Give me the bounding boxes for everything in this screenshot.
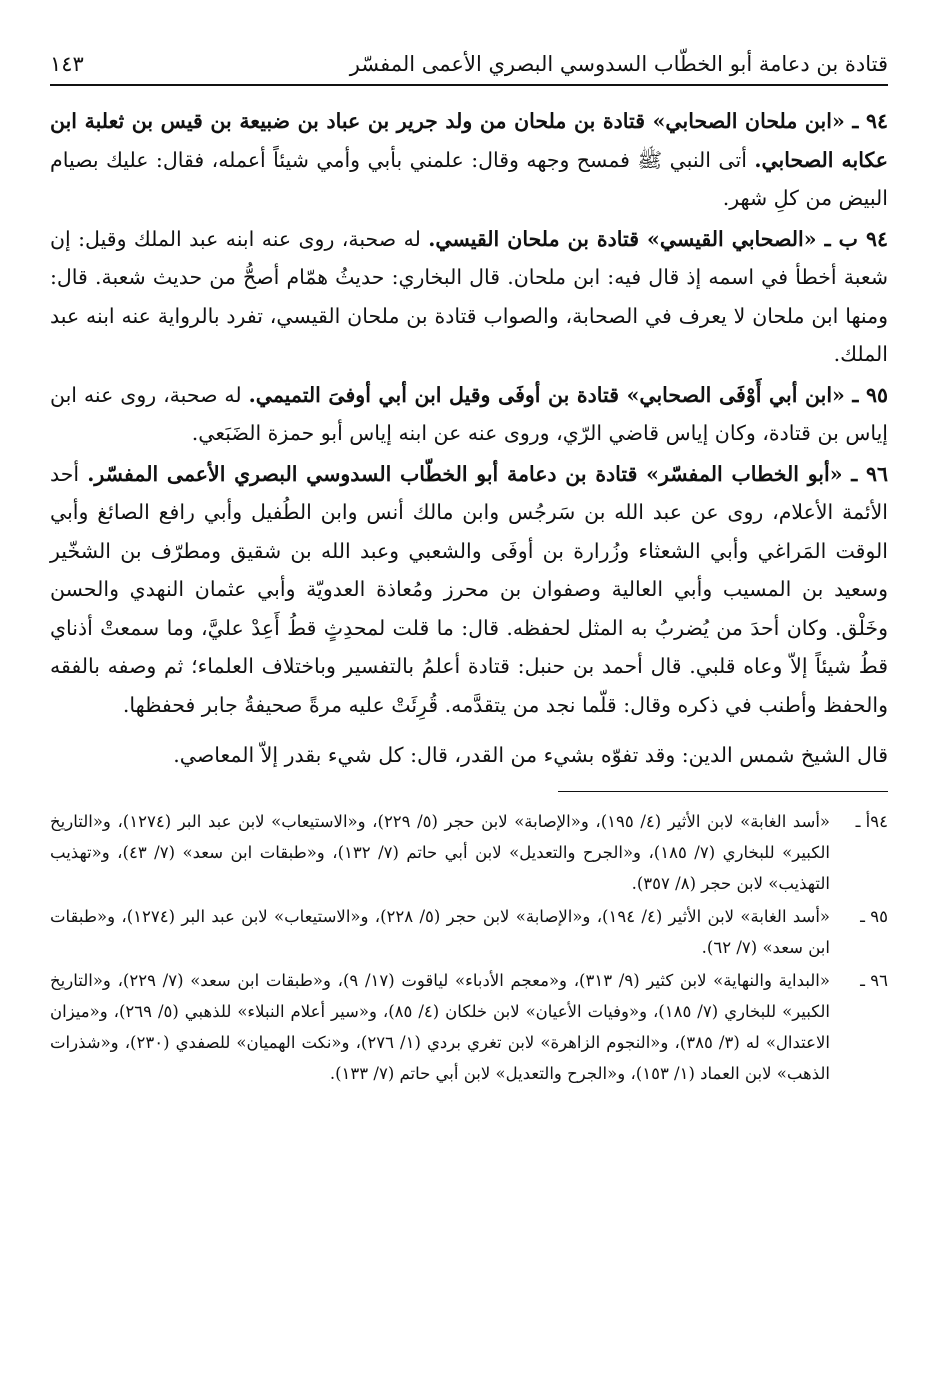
page-number: ١٤٣ <box>50 52 84 76</box>
entry-text: له صحبة، روى عنه ابنه عبد الملك وقيل: إن شعبة أخطأ في اسمه إذ قال فيه: ابن ملحان. قال البخاري: حديثُ همّام أصحُّ من حديث شعبة. قال: ومنها ابن ملحان لا يعرف في الصحابة، والصواب قتادة بن ملحان القيسي، تفرد بالرواية عنه ابنه عبد الملك. <box>50 226 888 366</box>
footnote-text: «أسد الغابة» لابن الأثير (٤/ ١٩٥)، و«الإصابة» لابن حجر (٥/ ٢٢٩)، و«الاستيعاب» لابن عبد البر (١٢٧٤)، و«التاريخ الكبير» للبخاري (٧/ ١٨٥)، و«الجرح والتعديل» لابن أبي حاتم (٧/ ١٣٢)، و«طبقات ابن سعد» (٧/ ٤٣)، و«تهذيب التهذيب» لابن حجر (٨/ ٣٥٧). <box>50 811 831 893</box>
entry-94 <box>50 102 888 218</box>
footnotes <box>50 806 888 1089</box>
entry-96 <box>50 455 888 725</box>
entry-heading: ٩٦ ـ «أبو الخطاب المفسّر» قتادة بن دعامة أبو الخطّاب السدوسي البصري الأعمى المفسّر. <box>87 461 888 486</box>
footnote-text: «أسد الغابة» لابن الأثير (٤/ ١٩٤)، و«الإصابة» لابن حجر (٥/ ٢٢٨)، و«الاستيعاب» لابن عبد البر (١٢٧٤)، و«طبقات ابن سعد» (٧/ ٦٢). <box>50 906 831 957</box>
running-header-title: قتادة بن دعامة أبو الخطّاب السدوسي البصري الأعمى المفسّر <box>349 52 888 76</box>
footnote-96 <box>50 965 888 1089</box>
footnote-label: ٩٦ ـ <box>860 970 888 990</box>
entry-heading: ٩٤ ب ـ «الصحابي القيسي» قتادة بن ملحان القيسي. <box>428 226 888 251</box>
running-header <box>50 48 888 86</box>
footnote-text: «البداية والنهاية» لابن كثير (٩/ ٣١٣)، و«معجم الأدباء» لياقوت (١٧/ ٩)، و«طبقات ابن سعد» (٧/ ٢٢٩)، و«التاريخ الكبير» للبخاري (٧/ ١٨٥)، و«وفيات الأعيان» لابن خلكان (٤/ ٨٥)، و«سير أعلام النبلاء» للذهبي (٥/ ٢٦٩)، و«ميزان الاعتدال» له (٣/ ٣٨٥)، و«النجوم الزاهرة» لابن تغري بردي (١/ ٢٧٦)، و«نكت الهميان» للصفدي (٢٣٠)، و«شذرات الذهب» لابن العماد (١/ ١٥٣)، و«الجرح والتعديل» لابن أبي حاتم (٧/ ١٣٣). <box>50 970 830 1083</box>
footnote-separator <box>558 791 888 792</box>
entry-heading: ٩٥ ـ «ابن أبي أَوْفَى الصحابي» قتادة بن أوفَى وقيل ابن أبي أوفىَ التميمي. <box>248 382 888 407</box>
closing-remark: قال الشيخ شمس الدين: وقد تفوّه بشيء من القدر، قال: كل شيء بقدر إلاّ المعاصي. <box>173 743 888 767</box>
book-page <box>50 48 888 1091</box>
entry-94b <box>50 220 888 374</box>
entry-text: أحد الأئمة الأعلام، روى عن عبد الله بن سَرجُس وابن مالك أنس وابن الطُفيل وأبي رافع الصائغ وأبي الوقت المَراغي وأبي الشعثاء وزُرارة بن أوفَى والشعبي وعبد الله بن شقيق ومطرّف بن الشخّير وسعيد بن المسيب وأبي العالية وصفوان بن محرز ومُعاذة العدويّة وأبي عثمان النهدي والحسن وخَلْق. وكان أحدَ من يُضربُ به المثل لحفظه. قال: ما قلت لمحدِثٍ قطُ أَعِدْ عليَّ، وما سمعتْ أذناي قطُ شيئاً إلاّ وعاه قلبي. قال أحمد بن حنبل: قتادة أعلمُ بالتفسير وباختلاف العلماء؛ ثم وصفه بالفقه والحفظ وأطنب في ذكره وقال: قلّما نجد من يتقدَّمه. قُرِئَتْ عليه مرةً صحيفةُ جابر فحفظها. <box>50 461 888 717</box>
main-text <box>50 102 888 775</box>
entry-heading: ٩٤ ـ «ابن ملحان الصحابي» قتادة بن ملحان من ولد جرير بن عباد بن ضبيعة بن قيس بن ثعلبة ابن عكابه الصحابي. <box>50 109 888 172</box>
entry-text: له صحبة، روى عنه ابن إياس بن قتادة، وكان إياس قاضي الرّي، وروى عنه عن ابنه إياس أبو حمزة الضَبَعي. <box>50 382 888 445</box>
footnote-label: ٩٥ ـ <box>860 906 888 926</box>
footnote-label: ٩٤أ ـ <box>855 811 888 831</box>
footnote-94a <box>50 806 888 899</box>
entry-95 <box>50 376 888 453</box>
footnote-95 <box>50 901 888 963</box>
entry-text: أتى النبي ﷺ فمسح وجهه وقال: علمني بأبي وأمي شيئاً أعمله، فقال: عليك بصيام البيض من كلِ شهر. <box>50 147 888 210</box>
